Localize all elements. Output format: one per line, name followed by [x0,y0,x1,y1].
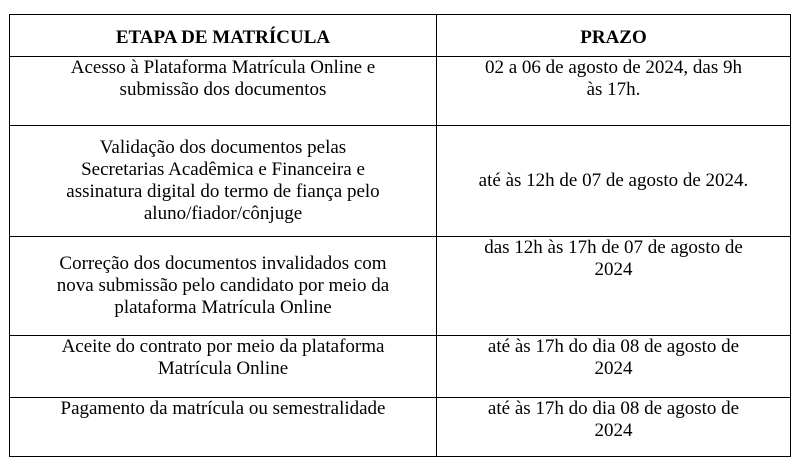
table-row [10,126,791,237]
etapa-text: Pagamento da matrícula ou semestralidade [60,398,386,419]
etapa-cell [10,126,437,237]
prazo-text: até às 17h do dia 08 de agosto de [487,398,740,419]
etapa-text: assinatura digital do termo de fiança pelo [66,181,380,202]
etapa-cell [10,237,437,336]
prazo-cell [437,57,791,126]
etapa-cell [10,398,437,457]
prazo-text: até às 17h do dia 08 de agosto de [487,336,740,357]
etapa-text: Aceite do contrato por meio da plataforma [61,336,385,357]
prazo-text: até às 12h de 07 de agosto de 2024. [478,170,749,191]
prazo-text: das 12h às 17h de 07 de agosto de [484,237,743,258]
table-header-row [10,15,791,57]
etapa-text: Validação dos documentos pelas [99,137,347,158]
prazo-text: 2024 [594,259,633,280]
etapa-text: Matrícula Online [157,358,289,379]
prazo-cell [437,336,791,398]
etapa-text: Correção dos documentos invalidados com [59,253,387,274]
header-prazo: PRAZO [437,15,791,57]
table-row [10,398,791,457]
prazo-text: 2024 [594,358,633,379]
etapa-text: aluno/fiador/cônjuge [143,203,303,224]
enrollment-schedule-table [9,14,791,457]
table-row [10,237,791,336]
prazo-cell [437,398,791,457]
etapa-cell [10,57,437,126]
prazo-text: 02 a 06 de agosto de 2024, das 9h [485,57,742,78]
prazo-cell [437,237,791,336]
etapa-text: plataforma Matrícula Online [114,297,332,318]
etapa-cell [10,336,437,398]
prazo-text: 2024 [594,420,633,441]
table-row [10,336,791,398]
etapa-text: nova submissão pelo candidato por meio da [56,275,390,296]
etapa-text: Secretarias Acadêmica e Financeira e [81,159,365,180]
prazo-cell [437,126,791,237]
header-etapa: ETAPA DE MATRÍCULA [10,15,437,57]
prazo-text: às 17h. [586,79,641,100]
table-row [10,57,791,126]
etapa-text: submissão dos documentos [119,79,327,100]
etapa-text: Acesso à Plataforma Matrícula Online e [70,57,376,78]
